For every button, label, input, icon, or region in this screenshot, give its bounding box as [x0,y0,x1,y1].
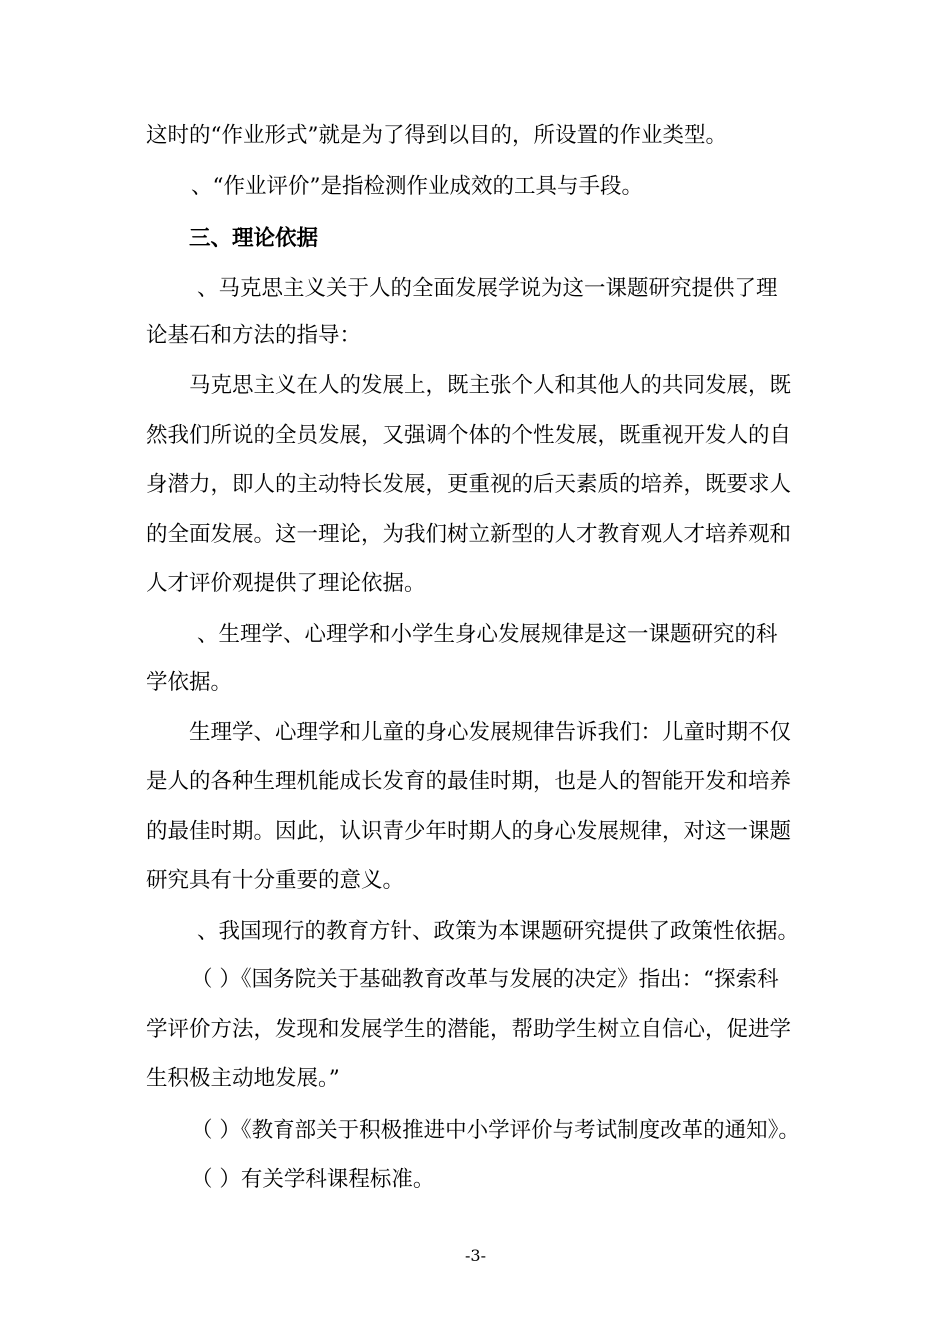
text-line: 论基石和方法的指导： [146,323,362,348]
text-line: 马克思主义在人的发展上，既主张个人和其他人的共同发展，既 [189,373,792,398]
text-line: 生积极主动地发展。” [146,1066,340,1091]
text-line: 身潜力，即人的主动特长发展，更重视的后天素质的培养，既要求人 [146,472,792,497]
text-line: 人才评价观提供了理论依据。 [146,571,426,596]
text-line: （ ）《教育部关于积极推进中小学评价与考试制度改革的通知》。 [191,1118,800,1143]
page-number: -3- [465,1246,486,1265]
text-line: 然我们所说的全员发展，又强调个体的个性发展，既重视开发人的自 [146,423,792,448]
text-line: 、生理学、心理学和小学生身心发展规律是这一课题研究的科 [197,622,778,647]
section-heading: 三、理论依据 [189,226,319,251]
text-line: 、马克思主义关于人的全面发展学说为这一课题研究提供了理 [197,276,778,301]
text-line: 、我国现行的教育方针、政策为本课题研究提供了政策性依据。 [197,919,800,944]
text-line: 生理学、心理学和儿童的身心发展规律告诉我们：儿童时期不仅 [189,720,792,745]
text-line: 这时的“作业形式”就是为了得到以目的，所设置的作业类型。 [146,123,727,148]
text-line: 学评价方法，发现和发展学生的潜能，帮助学生树立自信心，促进学 [146,1017,792,1042]
text-line: （ ）《国务院关于基础教育改革与发展的决定》指出：“探索科 [191,967,779,992]
text-line: 是人的各种生理机能成长发育的最佳时期，也是人的智能开发和培养 [146,769,792,794]
text-line: 研究具有十分重要的意义。 [146,868,405,893]
text-line: 的全面发展。这一理论，为我们树立新型的人才教育观人才培养观和 [146,522,792,547]
text-line: 学依据。 [146,670,233,695]
text-line: 的最佳时期。因此，认识青少年时期人的身心发展规律，对这一课题 [146,819,792,844]
text-line: （ ）有关学科课程标准。 [191,1167,435,1192]
text-line: 、“作业评价”是指检测作业成效的工具与手段。 [191,174,643,199]
